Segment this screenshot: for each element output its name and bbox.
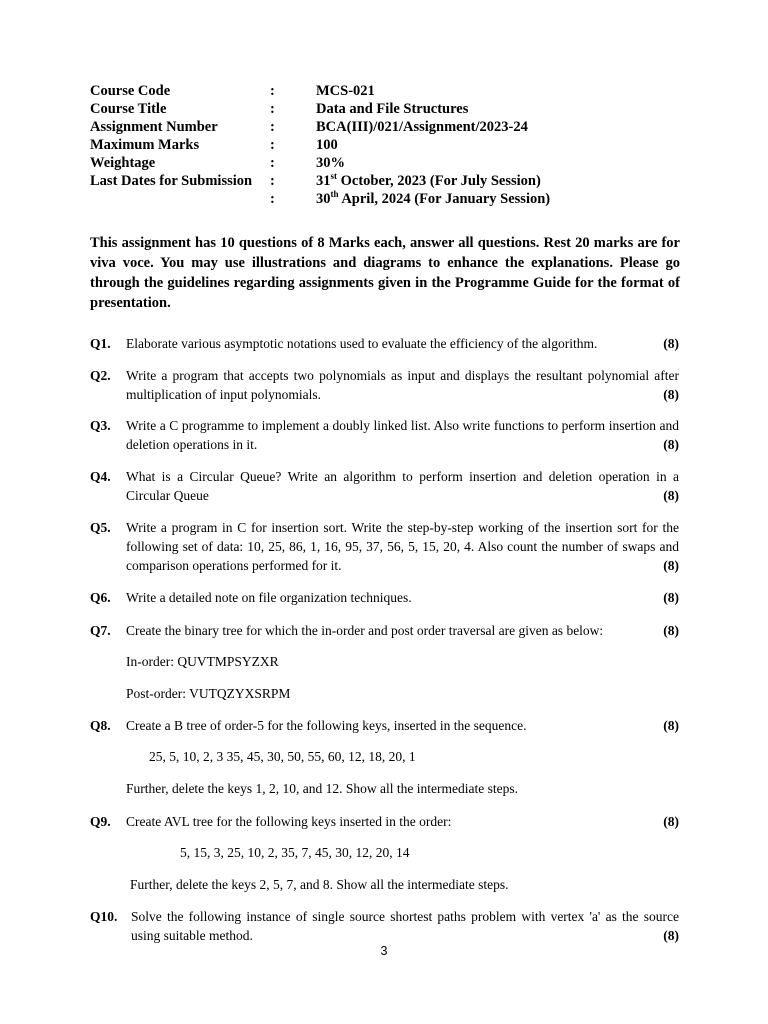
date-suffix: th (330, 189, 339, 200)
last-date-january (316, 190, 550, 208)
question-marks: (8) (663, 623, 679, 638)
page-number: 3 (380, 944, 388, 958)
question-marks: (8) (663, 590, 679, 605)
last-dates-label: Last Dates for Submission (90, 173, 253, 189)
question-marks: (8) (663, 437, 679, 452)
colon: : (270, 137, 275, 153)
question-number: Q8. (90, 718, 111, 733)
question-text: Elaborate various asymptotic notations used to evaluate the efficiency of the algorithm. (126, 336, 598, 351)
course-title-label: Course Title (90, 101, 167, 117)
btree-delete-instruction: Further, delete the keys 1, 2, 10, and 12. Show all the intermediate steps. (126, 781, 518, 796)
course-title-value: Data and File Structures (316, 101, 469, 117)
question-number: Q1. (90, 336, 111, 351)
colon: : (270, 191, 275, 207)
inorder-traversal: In-order: QUVTMPSYZXR (126, 654, 279, 669)
assignment-instructions: This assignment has 10 questions of 8 Marks each, answer all questions. Rest 20 marks are for viva voce. You may use illustrations and diagrams to enhance the explanations. Please go through the guidelines regarding assignments given in the Programme Guide for the format of presentation. (90, 235, 680, 311)
date-day: 30 (316, 191, 331, 207)
course-code-label: Course Code (90, 83, 171, 99)
question-text: Write a program in C for insertion sort. Write the step-by-step working of the insertion sort for the following set of data: 10, 25, 86, 1, 16, 95, 37, 56, 5, 15, 20, 4. Also count the number of swaps and comparison operations performed for it. (126, 520, 679, 573)
question-marks: (8) (663, 558, 679, 573)
question-text: Write a detailed note on file organization techniques. (126, 590, 412, 605)
question-text: What is a Circular Queue? Write an algorithm to perform insertion and deletion operation in a Circular Queue (126, 469, 679, 503)
maximum-marks-value: 100 (316, 137, 338, 153)
question-number: Q7. (90, 623, 111, 638)
date-day: 31 (316, 173, 331, 189)
btree-keys: 25, 5, 10, 2, 3 35, 45, 30, 50, 55, 60, 12, 18, 20, 1 (149, 749, 416, 764)
question-marks: (8) (663, 488, 679, 503)
question-number: Q10. (90, 909, 118, 924)
postorder-traversal: Post-order: VUTQZYXSRPM (126, 686, 291, 701)
colon: : (270, 173, 275, 189)
question-marks: (8) (663, 928, 679, 943)
question-marks: (8) (663, 387, 679, 402)
date-suffix: st (330, 171, 337, 182)
question-number: Q2. (90, 368, 111, 383)
question-text: Write a C programme to implement a doubly linked list. Also write functions to perform insertion and deletion operations in it. (126, 418, 679, 452)
weightage-label: Weightage (90, 155, 156, 171)
colon: : (270, 155, 275, 171)
avl-keys: 5, 15, 3, 25, 10, 2, 35, 7, 45, 30, 12, 20, 14 (180, 845, 410, 860)
question-text: Create a B tree of order-5 for the following keys, inserted in the sequence. (126, 718, 527, 733)
question-number: Q5. (90, 520, 111, 535)
assignment-number-value: BCA(III)/021/Assignment/2023-24 (316, 119, 528, 135)
last-date-july (316, 172, 541, 190)
colon: : (270, 119, 275, 135)
question-number: Q9. (90, 814, 111, 829)
maximum-marks-label: Maximum Marks (90, 137, 200, 153)
colon: : (270, 83, 275, 99)
colon: : (270, 101, 275, 117)
weightage-value: 30% (316, 155, 345, 171)
question-marks: (8) (663, 814, 679, 829)
question-text: Solve the following instance of single source shortest paths problem with vertex 'a' as the source using suitable method. (131, 909, 679, 943)
question-text: Create AVL tree for the following keys inserted in the order: (126, 814, 452, 829)
date-rest: October, 2023 (For July Session) (337, 173, 541, 189)
assignment-number-label: Assignment Number (90, 119, 218, 135)
avl-delete-instruction: Further, delete the keys 2, 5, 7, and 8. Show all the intermediate steps. (130, 877, 509, 892)
course-code-value: MCS-021 (316, 83, 375, 99)
question-number: Q3. (90, 418, 111, 433)
question-text: Create the binary tree for which the in-order and post order traversal are given as below: (126, 623, 604, 638)
question-text: Write a program that accepts two polynomials as input and displays the resultant polynomial after multiplication of input polynomials. (126, 368, 679, 402)
question-number: Q6. (90, 590, 111, 605)
question-number: Q4. (90, 469, 111, 484)
question-marks: (8) (663, 336, 679, 351)
date-rest: April, 2024 (For January Session) (338, 191, 551, 207)
question-marks: (8) (663, 718, 679, 733)
